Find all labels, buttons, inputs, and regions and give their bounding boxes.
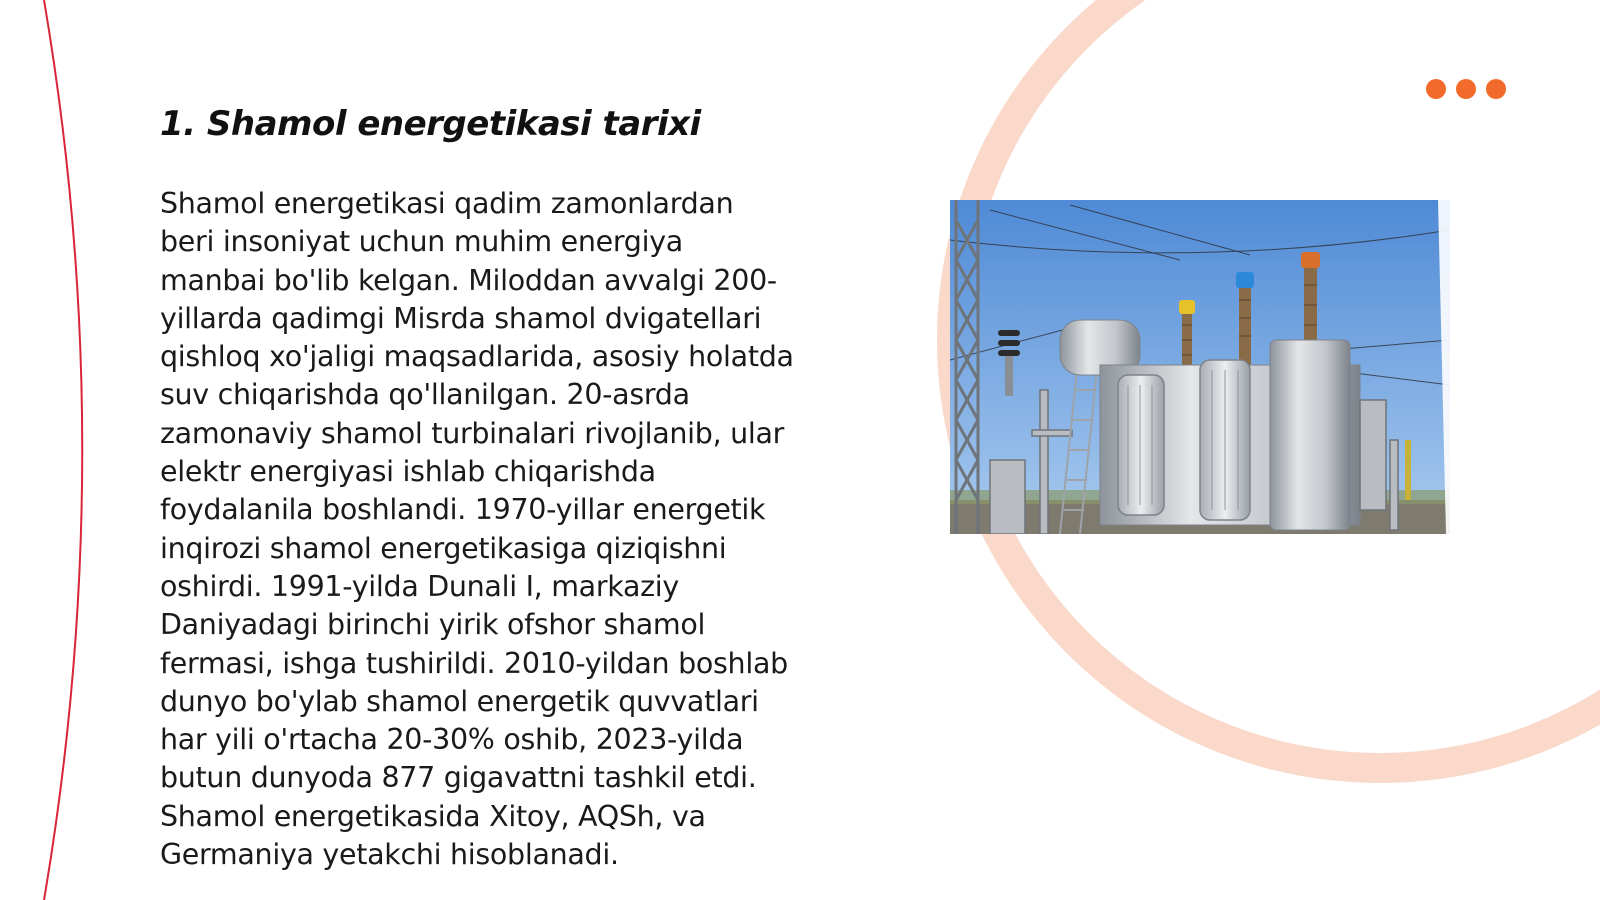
body-line: beri insoniyat uchun muhim energiya (160, 225, 683, 259)
body-line: elektr energiyasi ishlab chiqarishda (160, 455, 656, 489)
electrical-transformer-photo (950, 200, 1450, 534)
ornament-dot (1426, 79, 1446, 99)
body-paragraph (160, 185, 850, 874)
dots-ornament (1426, 79, 1506, 99)
body-line: suv chiqarishda qo'llanilgan. 20-asrda (160, 378, 690, 412)
body-line: dunyo bo'ylab shamol energetik quvvatlari (160, 684, 759, 718)
ornament-dot (1486, 79, 1506, 99)
body-line: Shamol energetikasi qadim zamonlardan (160, 187, 734, 220)
ornament-dot (1456, 79, 1476, 99)
body-line: foydalanila boshlandi. 1970-yillar energetik (160, 493, 766, 527)
body-line: qishloq xo'jaligi maqsadlarida, asosiy holatda (160, 340, 794, 374)
body-line: har yili o'rtacha 20-30% oshib, 2023-yilda (160, 723, 744, 757)
body-line: oshirdi. 1991-yilda Dunali I, markaziy (160, 569, 679, 603)
slide-title: 1. Shamol energetikasi tarixi (160, 104, 701, 144)
body-line: butun dunyoda 877 gigavattni tashkil etdi. (160, 761, 757, 795)
body-line: inqirozi shamol energetikasiga qiziqishni (160, 531, 727, 565)
body-line: manbai bo'lib kelgan. Miloddan avvalgi 200- (160, 263, 777, 297)
body-line: Shamol energetikasida Xitoy, AQSh, va (160, 799, 706, 833)
body-line: zamonaviy shamol turbinalari rivojlanib, ular (160, 416, 785, 450)
left-red-curve (44, 0, 82, 900)
body-line: yillarda qadimgi Misrda shamol dvigatellari (160, 301, 762, 335)
body-line: Germaniya yetakchi hisoblanadi. (160, 838, 619, 872)
body-line: fermasi, ishga tushirildi. 2010-yildan boshlab (160, 646, 788, 680)
body-line: Daniyadagi birinchi yirik ofshor shamol (160, 608, 706, 642)
